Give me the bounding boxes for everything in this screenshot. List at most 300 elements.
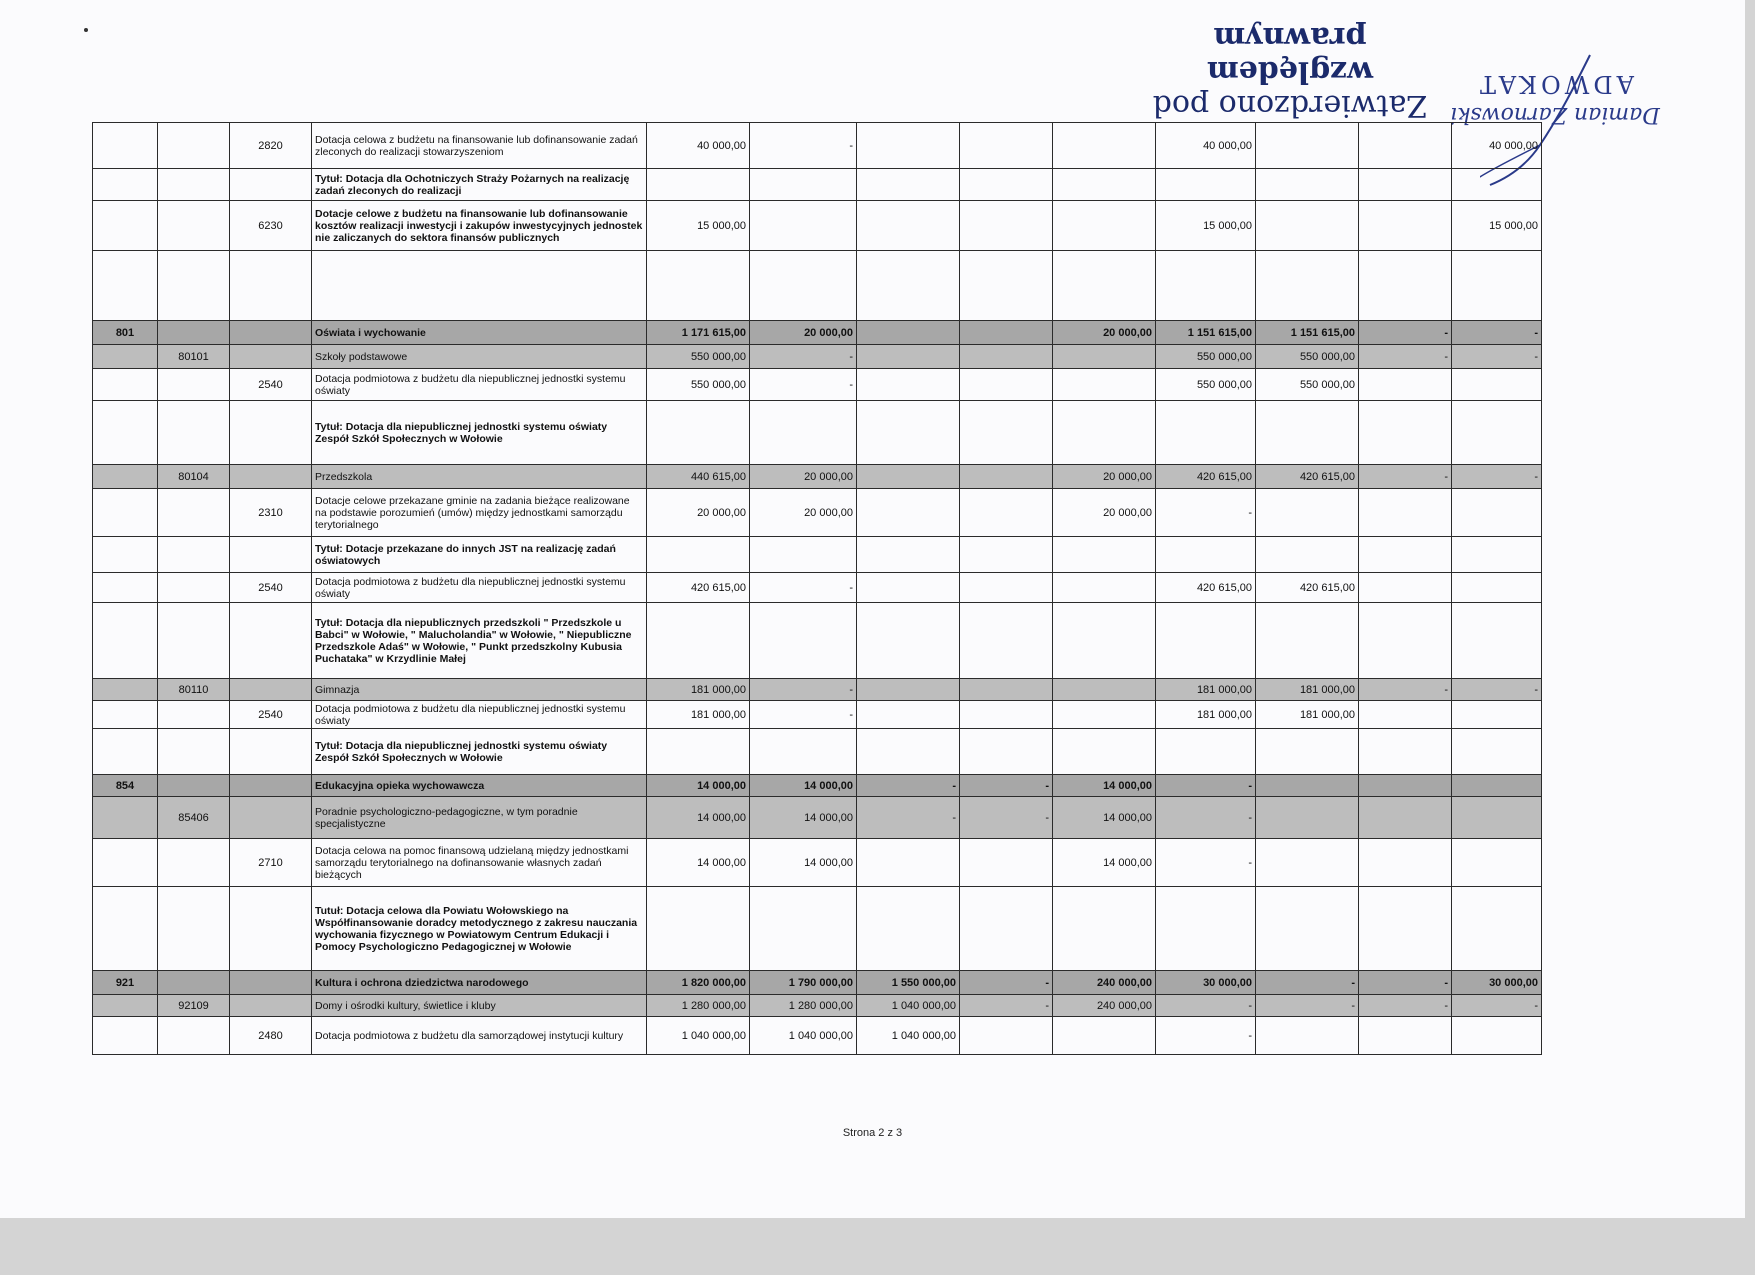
amount-cell	[1156, 169, 1256, 201]
amount-cell	[647, 537, 750, 573]
paragraf-cell	[230, 537, 312, 573]
amount-cell	[647, 401, 750, 465]
dzial-cell	[93, 537, 158, 573]
amount-cell: 14 000,00	[647, 839, 750, 887]
amount-cell: 181 000,00	[647, 701, 750, 729]
scan-speck	[84, 28, 88, 32]
dzial-cell	[93, 573, 158, 603]
description-cell: Domy i ośrodki kultury, świetlice i kluby	[312, 995, 647, 1017]
amount-cell	[750, 603, 857, 679]
signature-name: Damian Zarnowski	[1450, 102, 1660, 127]
dzial-cell	[93, 489, 158, 537]
amount-cell	[647, 603, 750, 679]
table-row	[93, 603, 1542, 679]
paragraf-cell	[230, 251, 312, 321]
table-row	[93, 401, 1542, 465]
amount-cell	[1156, 603, 1256, 679]
amount-cell	[1256, 123, 1359, 169]
paragraf-cell	[230, 971, 312, 995]
table-row	[93, 489, 1542, 537]
amount-cell	[857, 369, 960, 401]
amount-cell: 550 000,00	[647, 345, 750, 369]
description-cell: Tutuł: Dotacja celowa dla Powiatu Wołowskiego na Współfinansowanie doradcy metodycznego z zakresu nauczania wychowania fizycznego w Powiatowym Centrum Edukacji i Pomocy Psychologiczno Pedagogicznej w Wołowie	[312, 887, 647, 971]
amount-cell	[750, 401, 857, 465]
amount-cell	[750, 169, 857, 201]
amount-cell	[750, 887, 857, 971]
paragraf-cell: 2310	[230, 489, 312, 537]
description-cell: Dotacja celowa z budżetu na finansowanie lub dofinansowanie zadań zleconych do realizacji stowarzyszeniom	[312, 123, 647, 169]
amount-cell	[1256, 201, 1359, 251]
description-cell: Kultura i ochrona dziedzictwa narodowego	[312, 971, 647, 995]
amount-cell: 20 000,00	[750, 489, 857, 537]
rozdzial-cell	[158, 537, 230, 573]
amount-cell: 20 000,00	[1053, 489, 1156, 537]
amount-cell: -	[750, 369, 857, 401]
amount-cell: 1 550 000,00	[857, 971, 960, 995]
amount-cell: 15 000,00	[647, 201, 750, 251]
dzial-cell	[93, 369, 158, 401]
description-cell: Dotacja podmiotowa z budżetu dla niepublicznej jednostki systemu oświaty	[312, 369, 647, 401]
description-cell: Tytuł: Dotacja dla niepublicznych przedszkoli " Przedszkole u Babci" w Wołowie, " Malucholandia" w Wołowie, " Niepubliczne Przedszkole Adaś" w Wołowie, " Punkt przedszkolny Kubusia Puchataka" w Krzydlinie Małej	[312, 603, 647, 679]
amount-cell: 420 615,00	[1156, 465, 1256, 489]
paragraf-cell	[230, 995, 312, 1017]
table-row	[93, 839, 1542, 887]
amount-cell	[1256, 489, 1359, 537]
rozdzial-cell	[158, 169, 230, 201]
amount-cell: 181 000,00	[1156, 679, 1256, 701]
amount-cell	[1053, 679, 1156, 701]
dzial-cell	[93, 603, 158, 679]
amount-cell	[857, 679, 960, 701]
dzial-cell: 854	[93, 775, 158, 797]
amount-cell	[1256, 1017, 1359, 1055]
amount-cell: -	[1359, 345, 1452, 369]
description-cell: Dotacja podmiotowa z budżetu dla niepublicznej jednostki systemu oświaty	[312, 573, 647, 603]
amount-cell	[750, 251, 857, 321]
rozdzial-cell: 80101	[158, 345, 230, 369]
amount-cell: 440 615,00	[647, 465, 750, 489]
paragraf-cell	[230, 603, 312, 679]
amount-cell: 1 280 000,00	[647, 995, 750, 1017]
description-cell: Poradnie psychologiczno-pedagogiczne, w tym poradnie specjalistyczne	[312, 797, 647, 839]
amount-cell	[1452, 401, 1542, 465]
amount-cell: -	[1359, 321, 1452, 345]
dzial-cell: 921	[93, 971, 158, 995]
amount-cell: -	[1359, 465, 1452, 489]
dzial-cell	[93, 679, 158, 701]
paragraf-cell: 2540	[230, 573, 312, 603]
amount-cell: 240 000,00	[1053, 995, 1156, 1017]
amount-cell	[1053, 251, 1156, 321]
paragraf-cell: 2820	[230, 123, 312, 169]
amount-cell	[857, 887, 960, 971]
amount-cell: -	[1452, 679, 1542, 701]
amount-cell	[1452, 537, 1542, 573]
amount-cell	[960, 573, 1053, 603]
amount-cell	[960, 321, 1053, 345]
table-row	[93, 321, 1542, 345]
amount-cell	[1359, 573, 1452, 603]
amount-cell: 420 615,00	[1256, 573, 1359, 603]
table-row	[93, 345, 1542, 369]
amount-cell	[1156, 729, 1256, 775]
rozdzial-cell	[158, 887, 230, 971]
amount-cell	[1156, 537, 1256, 573]
amount-cell: 550 000,00	[1256, 369, 1359, 401]
rozdzial-cell	[158, 971, 230, 995]
amount-cell	[960, 201, 1053, 251]
paragraf-cell	[230, 679, 312, 701]
amount-cell	[1053, 701, 1156, 729]
table-row	[93, 251, 1542, 321]
amount-cell	[1256, 839, 1359, 887]
amount-cell	[1452, 573, 1542, 603]
amount-cell	[1053, 123, 1156, 169]
paragraf-cell: 2540	[230, 701, 312, 729]
amount-cell	[1359, 839, 1452, 887]
amount-cell: 15 000,00	[1156, 201, 1256, 251]
amount-cell	[960, 701, 1053, 729]
amount-cell: 20 000,00	[750, 321, 857, 345]
paragraf-cell	[230, 797, 312, 839]
amount-cell	[1256, 887, 1359, 971]
amount-cell	[1359, 1017, 1452, 1055]
amount-cell	[1156, 251, 1256, 321]
amount-cell	[1359, 369, 1452, 401]
paragraf-cell	[230, 401, 312, 465]
dzial-cell	[93, 345, 158, 369]
amount-cell: 20 000,00	[750, 465, 857, 489]
rozdzial-cell	[158, 321, 230, 345]
dzial-cell	[93, 995, 158, 1017]
dzial-cell	[93, 797, 158, 839]
amount-cell: 1 040 000,00	[647, 1017, 750, 1055]
rozdzial-cell: 80104	[158, 465, 230, 489]
amount-cell	[960, 887, 1053, 971]
amount-cell	[1452, 839, 1542, 887]
amount-cell: 20 000,00	[1053, 321, 1156, 345]
amount-cell	[1256, 603, 1359, 679]
amount-cell	[1053, 887, 1156, 971]
amount-cell	[750, 537, 857, 573]
amount-cell	[1256, 401, 1359, 465]
amount-cell: -	[1359, 995, 1452, 1017]
amount-cell: -	[1156, 839, 1256, 887]
amount-cell	[1359, 537, 1452, 573]
amount-cell	[960, 537, 1053, 573]
amount-cell	[960, 369, 1053, 401]
amount-cell	[647, 251, 750, 321]
amount-cell: 1 040 000,00	[750, 1017, 857, 1055]
amount-cell: 550 000,00	[1156, 345, 1256, 369]
amount-cell	[857, 839, 960, 887]
dzial-cell	[93, 123, 158, 169]
amount-cell	[647, 887, 750, 971]
amount-cell	[1053, 201, 1156, 251]
description-cell: Dotacje celowe przekazane gminie na zadania bieżące realizowane na podstawie porozumień (umów) między jednostkami samorządu terytorialnego	[312, 489, 647, 537]
amount-cell: 14 000,00	[1053, 775, 1156, 797]
amount-cell	[857, 573, 960, 603]
amount-cell: 14 000,00	[1053, 839, 1156, 887]
amount-cell: -	[960, 775, 1053, 797]
amount-cell: 181 000,00	[1156, 701, 1256, 729]
description-cell: Dotacja celowa na pomoc finansową udzielaną między jednostkami samorządu terytorialnego na dofinansowanie własnych zadań bieżących	[312, 839, 647, 887]
table-row	[93, 775, 1542, 797]
stamp-line-2: względem prawnym	[1206, 20, 1374, 89]
amount-cell	[1452, 1017, 1542, 1055]
amount-cell	[1452, 887, 1542, 971]
amount-cell	[1359, 251, 1452, 321]
amount-cell	[750, 201, 857, 251]
amount-cell: 420 615,00	[1156, 573, 1256, 603]
description-cell: Tytuł: Dotacja dla Ochotniczych Straży Pożarnych na realizację zadań zleconych do realizacji	[312, 169, 647, 201]
amount-cell: -	[1156, 797, 1256, 839]
paragraf-cell: 2710	[230, 839, 312, 887]
paragraf-cell: 2480	[230, 1017, 312, 1055]
table-row	[93, 201, 1542, 251]
amount-cell: 40 000,00	[1452, 123, 1542, 169]
table-row	[93, 679, 1542, 701]
amount-cell	[857, 537, 960, 573]
amount-cell: 420 615,00	[1256, 465, 1359, 489]
table-row	[93, 573, 1542, 603]
table-row	[93, 797, 1542, 839]
description-cell: Gimnazja	[312, 679, 647, 701]
description-cell: Przedszkola	[312, 465, 647, 489]
amount-cell	[1452, 251, 1542, 321]
amount-cell	[1359, 729, 1452, 775]
paragraf-cell	[230, 345, 312, 369]
table-row	[93, 465, 1542, 489]
amount-cell: -	[1452, 345, 1542, 369]
page-number: Strona 2 z 3	[842, 1127, 903, 1139]
dzial-cell	[93, 729, 158, 775]
amount-cell: 1 151 615,00	[1156, 321, 1256, 345]
stamp-line-1: Zatwierdzono pod	[1152, 88, 1428, 123]
amount-cell	[1256, 251, 1359, 321]
description-cell: Szkoły podstawowe	[312, 345, 647, 369]
amount-cell: 1 820 000,00	[647, 971, 750, 995]
rozdzial-cell	[158, 201, 230, 251]
amount-cell	[1256, 537, 1359, 573]
amount-cell: -	[857, 775, 960, 797]
description-cell: Dotacja podmiotowa z budżetu dla samorządowej instytucji kultury	[312, 1017, 647, 1055]
rozdzial-cell	[158, 839, 230, 887]
amount-cell: -	[960, 971, 1053, 995]
amount-cell	[960, 603, 1053, 679]
amount-cell	[960, 465, 1053, 489]
amount-cell	[960, 839, 1053, 887]
amount-cell: 14 000,00	[750, 797, 857, 839]
amount-cell	[857, 345, 960, 369]
rozdzial-cell	[158, 573, 230, 603]
table-row	[93, 887, 1542, 971]
amount-cell	[960, 345, 1053, 369]
lawyer-signature	[1430, 70, 1680, 127]
amount-cell	[1359, 887, 1452, 971]
dzial-cell	[93, 887, 158, 971]
table-row	[93, 123, 1542, 169]
amount-cell: -	[750, 345, 857, 369]
dzial-cell	[93, 1017, 158, 1055]
amount-cell	[1053, 401, 1156, 465]
amount-cell: -	[1359, 679, 1452, 701]
paragraf-cell: 2540	[230, 369, 312, 401]
dzial-cell	[93, 701, 158, 729]
paragraf-cell	[230, 729, 312, 775]
description-cell: Dotacja podmiotowa z budżetu dla niepublicznej jednostki systemu oświaty	[312, 701, 647, 729]
amount-cell	[857, 729, 960, 775]
amount-cell: 420 615,00	[647, 573, 750, 603]
amount-cell	[960, 679, 1053, 701]
rozdzial-cell	[158, 1017, 230, 1055]
amount-cell: 181 000,00	[647, 679, 750, 701]
amount-cell	[647, 729, 750, 775]
table-row	[93, 729, 1542, 775]
amount-cell	[960, 123, 1053, 169]
description-cell: Tytuł: Dotacja dla niepublicznej jednostki systemu oświaty Zespół Szkół Społecznych w Wołowie	[312, 401, 647, 465]
amount-cell	[960, 1017, 1053, 1055]
amount-cell	[857, 321, 960, 345]
amount-cell	[1256, 797, 1359, 839]
amount-cell	[1053, 537, 1156, 573]
rozdzial-cell: 85406	[158, 797, 230, 839]
description-cell: Oświata i wychowanie	[312, 321, 647, 345]
table-row	[93, 995, 1542, 1017]
amount-cell	[1359, 123, 1452, 169]
amount-cell	[1359, 489, 1452, 537]
amount-cell	[857, 489, 960, 537]
budget-table-body	[93, 123, 1542, 1055]
paragraf-cell: 6230	[230, 201, 312, 251]
paragraf-cell	[230, 887, 312, 971]
amount-cell: 30 000,00	[1452, 971, 1542, 995]
amount-cell: -	[1156, 489, 1256, 537]
dzial-cell	[93, 169, 158, 201]
table-row	[93, 537, 1542, 573]
amount-cell: -	[1452, 995, 1542, 1017]
amount-cell	[1452, 797, 1542, 839]
amount-cell: 181 000,00	[1256, 679, 1359, 701]
dzial-cell	[93, 201, 158, 251]
amount-cell	[1053, 1017, 1156, 1055]
table-row	[93, 369, 1542, 401]
amount-cell	[960, 489, 1053, 537]
description-cell: Tytuł: Dotacja dla niepublicznej jednostki systemu oświaty Zespół Szkół Społecznych w Wołowie	[312, 729, 647, 775]
amount-cell	[1256, 729, 1359, 775]
description-cell: Dotacje celowe z budżetu na finansowanie lub dofinansowanie kosztów realizacji inwestycji i zakupów inwestycyjnych jednostek nie zaliczanych do sektora finansów publicznych	[312, 201, 647, 251]
amount-cell	[857, 123, 960, 169]
table-row	[93, 971, 1542, 995]
amount-cell	[1452, 729, 1542, 775]
amount-cell: 1 151 615,00	[1256, 321, 1359, 345]
dzial-cell	[93, 251, 158, 321]
budget-table	[92, 122, 1542, 1055]
amount-cell: 20 000,00	[1053, 465, 1156, 489]
description-cell	[312, 251, 647, 321]
amount-cell: 1 280 000,00	[750, 995, 857, 1017]
amount-cell	[1053, 729, 1156, 775]
rozdzial-cell	[158, 369, 230, 401]
amount-cell	[857, 465, 960, 489]
amount-cell: 20 000,00	[647, 489, 750, 537]
dzial-cell	[93, 839, 158, 887]
rozdzial-cell	[158, 401, 230, 465]
amount-cell: 550 000,00	[647, 369, 750, 401]
amount-cell: 550 000,00	[1156, 369, 1256, 401]
amount-cell: -	[1452, 465, 1542, 489]
amount-cell: -	[1156, 995, 1256, 1017]
amount-cell: 14 000,00	[647, 797, 750, 839]
amount-cell	[1156, 887, 1256, 971]
amount-cell: 14 000,00	[750, 775, 857, 797]
amount-cell: -	[1156, 1017, 1256, 1055]
amount-cell: 40 000,00	[647, 123, 750, 169]
amount-cell	[1256, 169, 1359, 201]
table-row	[93, 701, 1542, 729]
amount-cell: 15 000,00	[1452, 201, 1542, 251]
amount-cell	[1359, 201, 1452, 251]
amount-cell: 30 000,00	[1156, 971, 1256, 995]
table-row	[93, 1017, 1542, 1055]
amount-cell	[1452, 775, 1542, 797]
rozdzial-cell	[158, 489, 230, 537]
amount-cell: 1 171 615,00	[647, 321, 750, 345]
table-row	[93, 169, 1542, 201]
amount-cell: 181 000,00	[1256, 701, 1359, 729]
dzial-cell: 801	[93, 321, 158, 345]
amount-cell: -	[750, 123, 857, 169]
amount-cell	[857, 603, 960, 679]
amount-cell	[1452, 489, 1542, 537]
amount-cell	[857, 169, 960, 201]
amount-cell: 40 000,00	[1156, 123, 1256, 169]
amount-cell	[1359, 701, 1452, 729]
amount-cell	[857, 701, 960, 729]
amount-cell	[1359, 797, 1452, 839]
amount-cell: -	[960, 995, 1053, 1017]
amount-cell	[1156, 401, 1256, 465]
dzial-cell	[93, 465, 158, 489]
amount-cell: 1 040 000,00	[857, 995, 960, 1017]
amount-cell: -	[1156, 775, 1256, 797]
amount-cell	[857, 401, 960, 465]
amount-cell: -	[750, 573, 857, 603]
approval-stamp	[1145, 20, 1435, 122]
amount-cell	[857, 201, 960, 251]
amount-cell	[960, 251, 1053, 321]
amount-cell: 14 000,00	[750, 839, 857, 887]
amount-cell: -	[750, 679, 857, 701]
amount-cell	[1053, 603, 1156, 679]
paragraf-cell	[230, 169, 312, 201]
amount-cell	[647, 169, 750, 201]
amount-cell: -	[750, 701, 857, 729]
amount-cell	[1452, 369, 1542, 401]
amount-cell: -	[1256, 971, 1359, 995]
amount-cell: -	[857, 797, 960, 839]
amount-cell	[1053, 345, 1156, 369]
amount-cell	[1053, 573, 1156, 603]
amount-cell	[1053, 169, 1156, 201]
paragraf-cell	[230, 321, 312, 345]
rozdzial-cell	[158, 603, 230, 679]
amount-cell	[750, 729, 857, 775]
amount-cell	[1359, 401, 1452, 465]
amount-cell	[960, 401, 1053, 465]
amount-cell: 550 000,00	[1256, 345, 1359, 369]
paragraf-cell	[230, 775, 312, 797]
